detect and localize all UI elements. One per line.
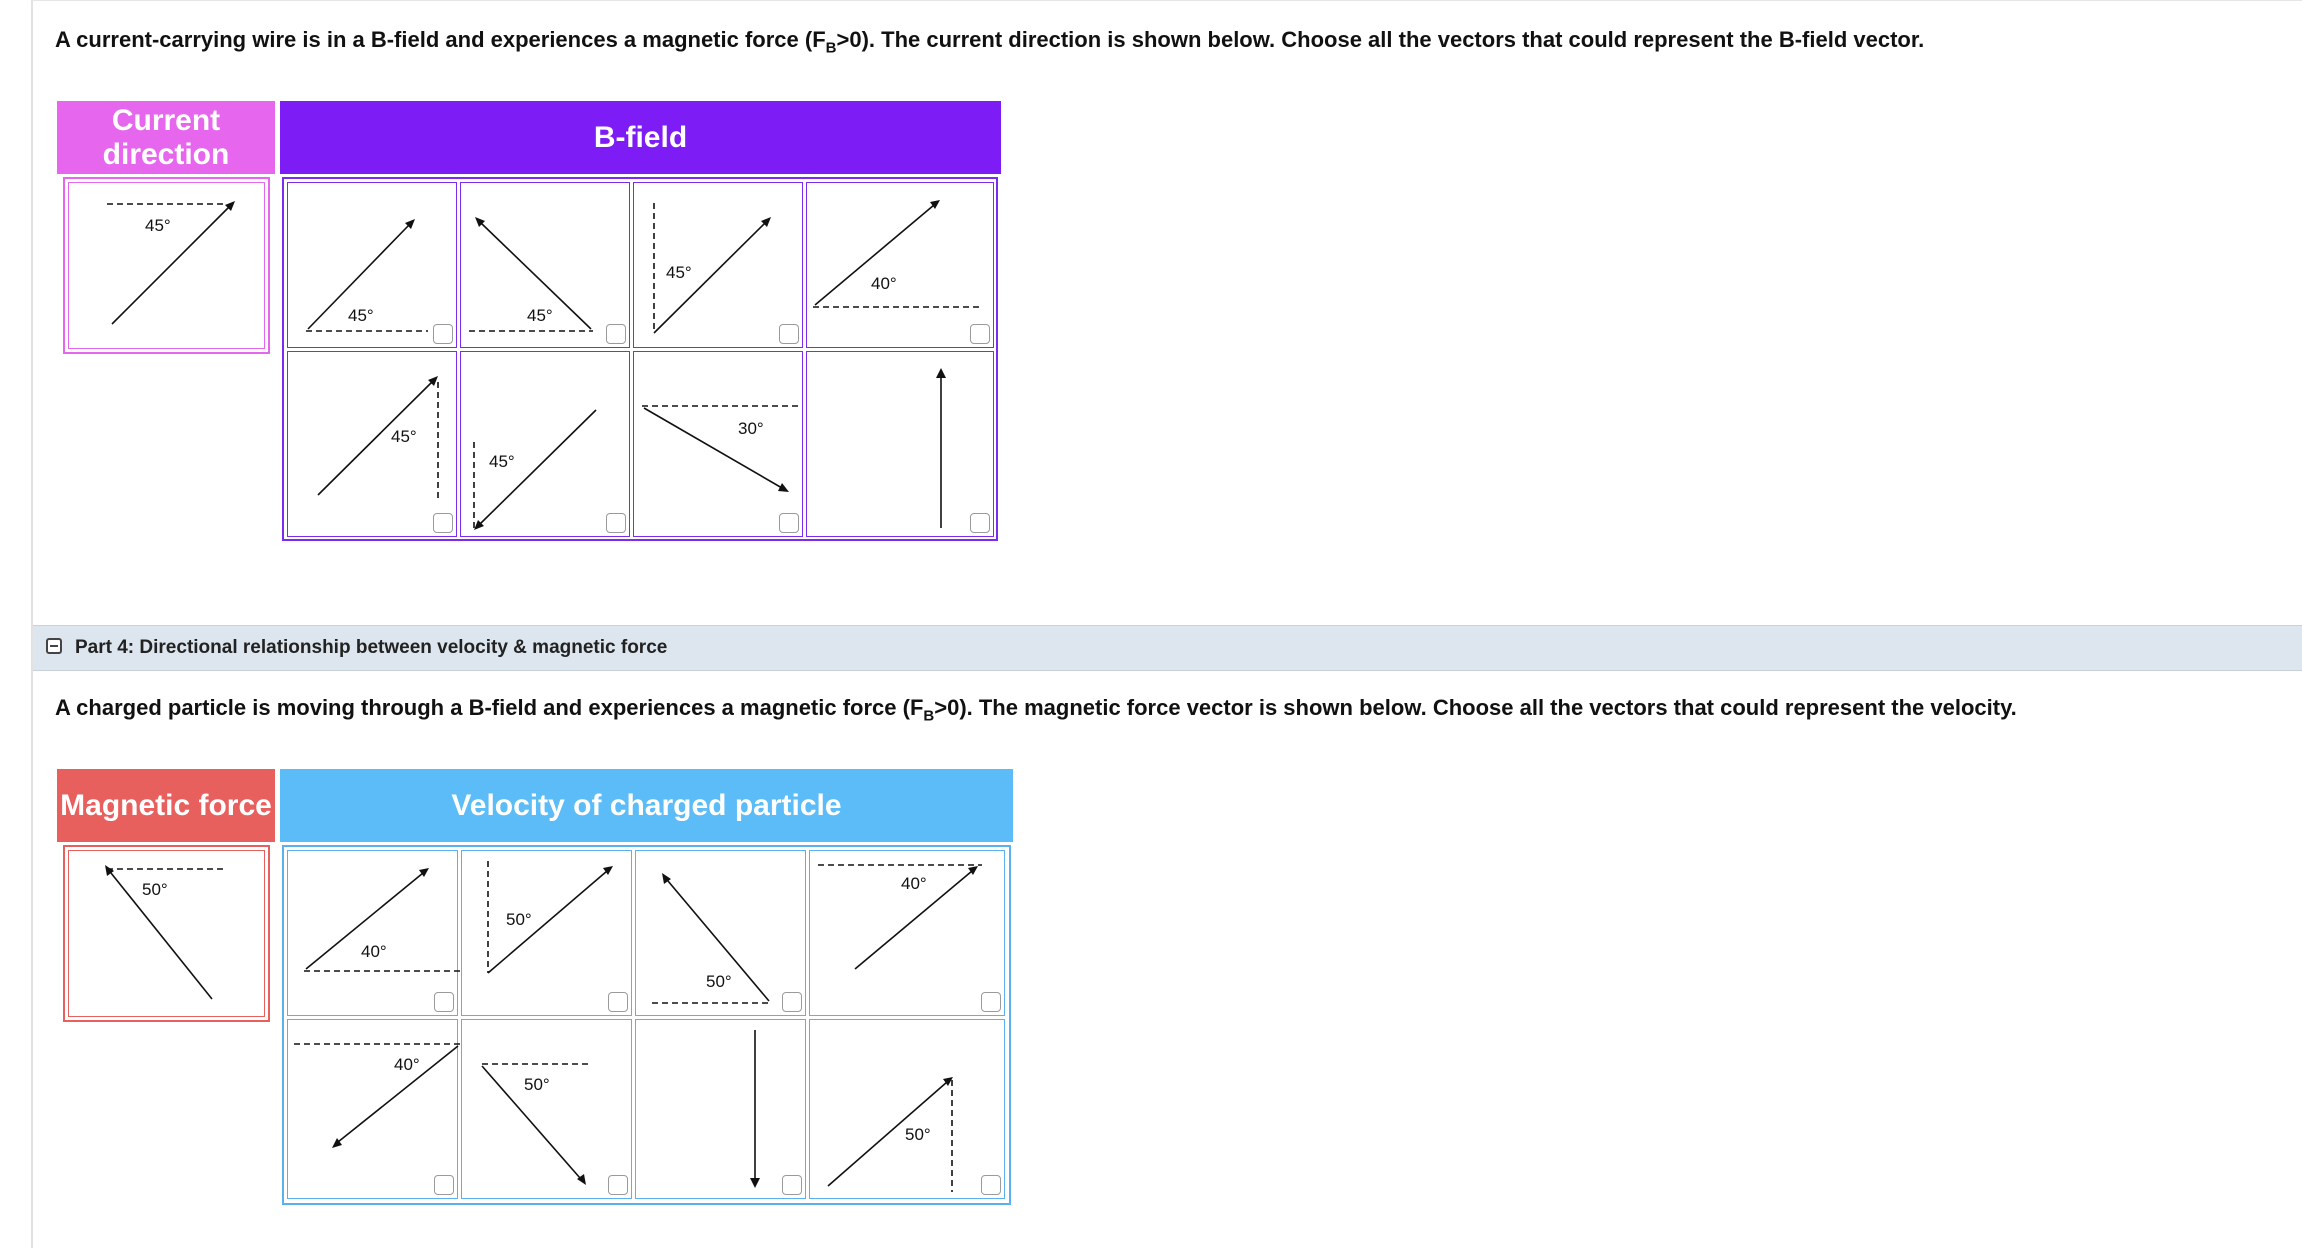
- velocity-option-1-diagram: [288, 851, 457, 1015]
- current-direction-vector: [63, 177, 270, 354]
- bfield-option-7-checkbox[interactable]: [779, 513, 799, 533]
- bfield-options-grid: [282, 177, 998, 541]
- bfield-option-8[interactable]: [806, 351, 994, 537]
- bfield-option-5[interactable]: [287, 351, 457, 537]
- bfield-option-5-checkbox[interactable]: [433, 513, 453, 533]
- velocity-option-2-diagram: [462, 851, 631, 1015]
- bfield-option-3-diagram: [634, 183, 802, 347]
- velocity-option-3-angle: 50°: [706, 972, 732, 991]
- velocity-option-1[interactable]: [287, 850, 458, 1016]
- velocity-option-6-checkbox[interactable]: [608, 1175, 628, 1195]
- velocity-option-1-checkbox[interactable]: [434, 992, 454, 1012]
- velocity-option-4[interactable]: [809, 850, 1005, 1016]
- bfield-option-7-angle: 30°: [738, 419, 764, 438]
- velocity-option-5-checkbox[interactable]: [434, 1175, 454, 1195]
- velocity-option-2-angle: 50°: [506, 910, 532, 929]
- bfield-option-4-angle: 40°: [871, 274, 897, 293]
- magnetic-force-header: Magnetic force: [57, 769, 275, 842]
- bfield-option-1-diagram: [288, 183, 456, 347]
- velocity-option-7-checkbox[interactable]: [782, 1175, 802, 1195]
- part4-question: A charged particle is moving through a B-field and experiences a magnetic force $(F_B>0)$. The magnetic force vector is shown below. Choose all the vectors that could represent the velocity.: [55, 695, 2017, 725]
- collapse-minus-icon[interactable]: [46, 638, 62, 654]
- bfield-option-2-diagram: [461, 183, 629, 347]
- page-top-border: [31, 0, 2302, 1]
- velocity-option-4-checkbox[interactable]: [981, 992, 1001, 1012]
- bfield-option-7[interactable]: [633, 351, 803, 537]
- part4-section-title: Part 4: Directional relationship between velocity & magnetic force: [75, 637, 668, 658]
- bfield-option-4[interactable]: [806, 182, 994, 348]
- bfield-option-2-angle: 45°: [527, 306, 553, 325]
- velocity-option-2-checkbox[interactable]: [608, 992, 628, 1012]
- current-angle-label: 45°: [145, 216, 171, 235]
- velocity-option-5-angle: 40°: [394, 1055, 420, 1074]
- velocity-option-2[interactable]: [461, 850, 632, 1016]
- bfield-option-4-checkbox[interactable]: [970, 324, 990, 344]
- velocity-option-8[interactable]: [809, 1019, 1005, 1199]
- bfield-option-3[interactable]: [633, 182, 803, 348]
- velocity-option-6-diagram: [462, 1020, 631, 1198]
- velocity-option-8-angle: 50°: [905, 1125, 931, 1144]
- bfield-option-5-angle: 45°: [391, 427, 417, 446]
- part4-section-bar: [33, 625, 2302, 671]
- velocity-option-5-diagram: [288, 1020, 457, 1198]
- current-direction-header: Current direction: [57, 101, 275, 174]
- velocity-option-7[interactable]: [635, 1019, 806, 1199]
- bfield-option-6[interactable]: [460, 351, 630, 537]
- bfield-option-2-checkbox[interactable]: [606, 324, 626, 344]
- velocity-option-3-diagram: [636, 851, 805, 1015]
- bfield-option-3-checkbox[interactable]: [779, 324, 799, 344]
- velocity-option-3-checkbox[interactable]: [782, 992, 802, 1012]
- velocity-option-4-angle: 40°: [901, 874, 927, 893]
- bfield-header: B-field: [280, 101, 1001, 174]
- part3-question: A current-carrying wire is in a B-field and experiences a magnetic force $(F_B>0)$. The current direction is shown below. Choose all the vectors that could represent the B-field vector.: [55, 27, 1925, 57]
- velocity-option-6[interactable]: [461, 1019, 632, 1199]
- bfield-option-7-diagram: [634, 352, 802, 536]
- bfield-option-4-diagram: [807, 183, 993, 347]
- bfield-option-5-diagram: [288, 352, 456, 536]
- bfield-option-1-checkbox[interactable]: [433, 324, 453, 344]
- bfield-option-6-angle: 45°: [489, 452, 515, 471]
- velocity-option-6-angle: 50°: [524, 1075, 550, 1094]
- velocity-header: Velocity of charged particle: [280, 769, 1013, 842]
- velocity-option-5[interactable]: [287, 1019, 458, 1199]
- magnetic-force-diagram: [65, 847, 268, 1020]
- bfield-option-2[interactable]: [460, 182, 630, 348]
- bfield-option-1-angle: 45°: [348, 306, 374, 325]
- velocity-option-7-diagram: [636, 1020, 805, 1198]
- bfield-option-8-diagram: [807, 352, 993, 536]
- velocity-option-4-diagram: [810, 851, 1004, 1015]
- bfield-option-8-checkbox[interactable]: [970, 513, 990, 533]
- velocity-option-8-checkbox[interactable]: [981, 1175, 1001, 1195]
- bfield-option-6-diagram: [461, 352, 629, 536]
- current-direction-diagram: [65, 179, 268, 352]
- velocity-option-8-diagram: [810, 1020, 1004, 1198]
- velocity-options-grid: [282, 845, 1011, 1205]
- velocity-option-3[interactable]: [635, 850, 806, 1016]
- page-left-border: [31, 0, 33, 1248]
- force-angle-label: 50°: [142, 880, 168, 899]
- velocity-option-1-angle: 40°: [361, 942, 387, 961]
- bfield-option-1[interactable]: [287, 182, 457, 348]
- magnetic-force-vector: [63, 845, 270, 1022]
- bfield-option-6-checkbox[interactable]: [606, 513, 626, 533]
- bfield-option-3-angle: 45°: [666, 263, 692, 282]
